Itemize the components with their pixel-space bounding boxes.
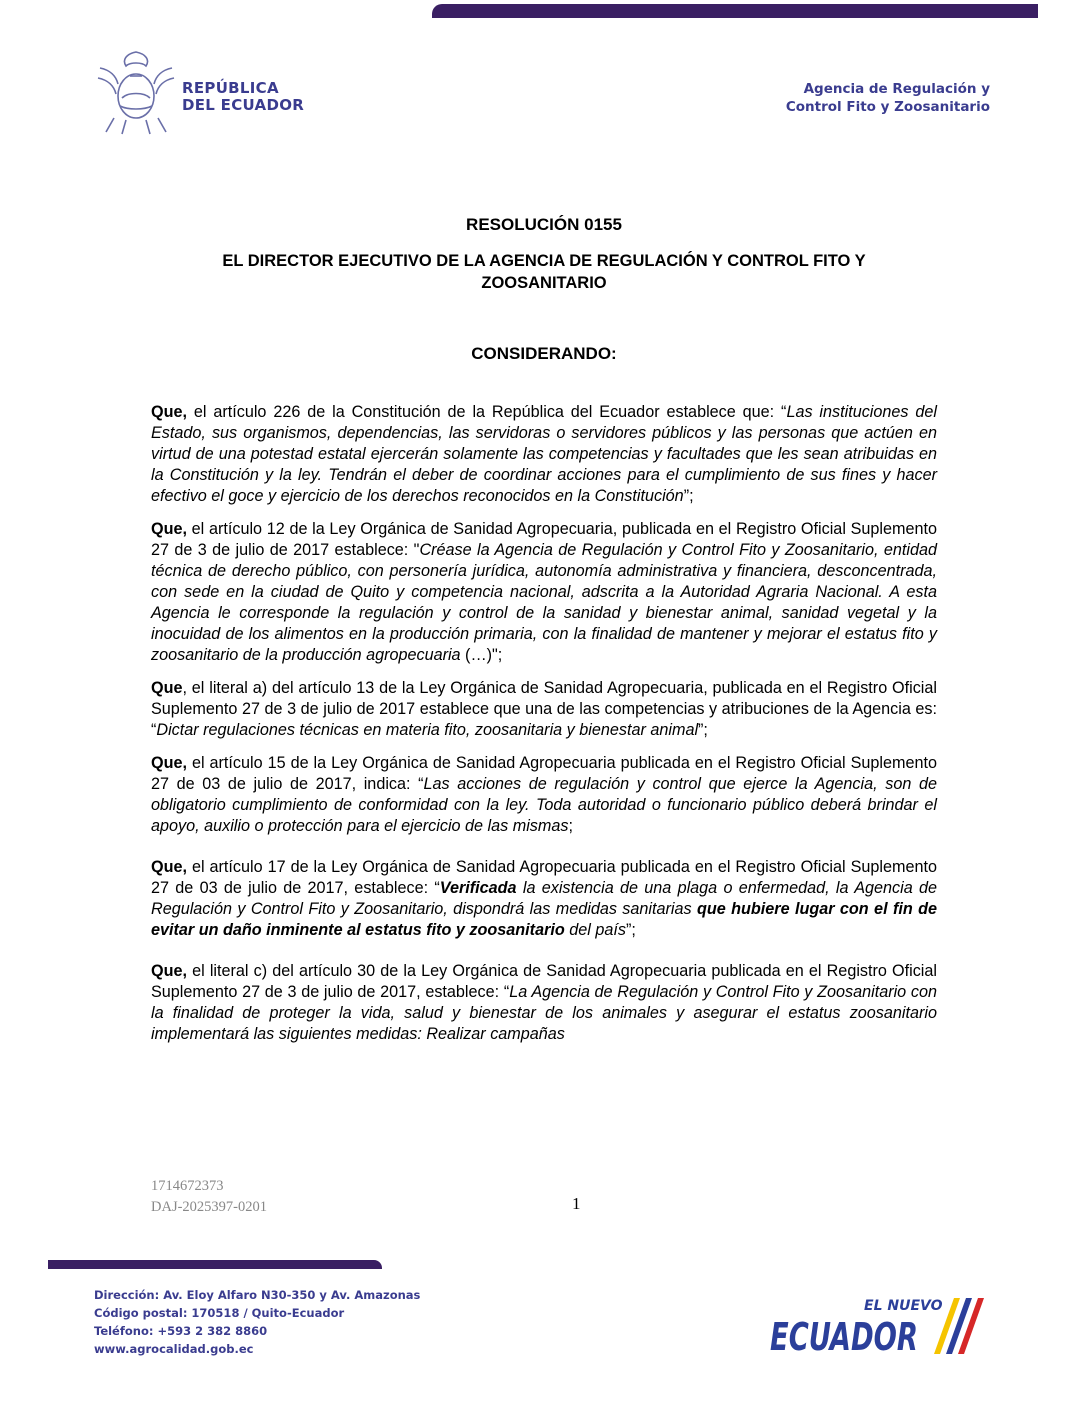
agency-line-1: Agencia de Regulación y: [803, 81, 990, 97]
paragraph-end: ”;: [625, 921, 636, 939]
paragraph-quote-bold-2: que hubiere lugar con el fin de evitar un daño inminente al estatus fito y zoosanitario: [151, 900, 937, 939]
paragraph-5: [151, 857, 937, 941]
paragraph-lead: Que,: [151, 520, 187, 538]
paragraph-lead: Que,: [151, 754, 187, 772]
paragraph-lead: Que,: [151, 962, 187, 980]
footer-contact: [94, 1286, 420, 1358]
paragraph-2: [151, 519, 937, 666]
paragraph-intro: , el literal a) del artículo 13 de la Ley Orgánica de Sanidad Agropecuaria, publicada en el Registro Oficial Suplemento 27 de 3 de julio de 2017 establece que una de las competencias y atribuciones de la Agencia es: “: [151, 679, 937, 739]
paragraph-end: ”;: [683, 487, 694, 505]
paragraph-quote: Las instituciones del Estado, sus organismos, dependencias, las servidoras o servidores públicos y las personas que actúen en virtud de una potestad estatal ejercerán solamente las competencias y facultades que les sean atribuidas en la Constitución y la ley. Tendrán el deber de coordinar acciones para el cumplimiento de sus fines y hacer efectivo el goce y ejercicio de los derechos reconocidos en la Constitución: [151, 403, 937, 505]
paragraph-4: [151, 753, 937, 837]
paragraph-end: ”;: [698, 721, 708, 739]
logo-small-text: EL NUEVO: [864, 1298, 943, 1314]
paragraph-1: [151, 402, 937, 507]
paragraph-3: [151, 678, 937, 741]
paragraph-intro: el artículo 15 de la Ley Orgánica de Sanidad Agropecuaria publicada en el Registro Oficial Suplemento 27 de 03 de julio de 2017, indica: “: [151, 754, 937, 793]
footer-accent-bar: [48, 1260, 382, 1269]
logo-big-text: ECUADOR: [770, 1315, 918, 1358]
paragraph-quote: Las acciones de regulación y control que ejerce la Agencia, son de obligatorio cumplimiento de conformidad con la ley. Toda autoridad o funcionario público deberá brindar el apoyo, auxilio o protección para el ejercicio de las mismas: [151, 775, 937, 835]
document-code-2: DAJ-2025397-0201: [151, 1199, 267, 1215]
document-code-1: 1714672373: [151, 1178, 224, 1194]
paragraph-6: [151, 961, 937, 1045]
resolution-title: RESOLUCIÓN 0155: [466, 215, 622, 234]
paragraph-intro: el artículo 226 de la Constitución de la República del Ecuador establece que: “: [186, 403, 787, 421]
paragraph-lead: Que,: [151, 403, 187, 421]
paragraph-lead: Que: [151, 679, 183, 697]
paragraph-intro: el artículo 12 de la Ley Orgánica de Sanidad Agropecuaria, publicada en el Registro Oficial Suplemento 27 de 3 de julio de 2017 establece: ": [151, 520, 937, 559]
paragraph-quote-bold: Verificada: [439, 879, 517, 897]
considering-title: CONSIDERANDO:: [471, 344, 617, 363]
document-body: [151, 402, 937, 1057]
paragraph-quote: la existencia de una plaga o enfermedad, la Agencia de Regulación y Control Fito y Zoosanitario, dispondrá las medidas sanitarias: [151, 879, 937, 918]
paragraph-intro: el artículo 17 de la Ley Orgánica de Sanidad Agropecuaria publicada en el Registro Oficial Suplemento 27 de 03 de julio de 2017, establece: “: [151, 858, 937, 897]
paragraph-quote: Dictar regulaciones técnicas en materia fito, zoosanitaria y bienestar animal: [156, 721, 699, 739]
agency-line-2: Control Fito y Zoosanitario: [785, 99, 990, 115]
republic-name: [182, 80, 304, 114]
authority-title: EL DIRECTOR EJECUTIVO DE LA AGENCIA DE REGULACIÓN Y CONTROL FITO Y ZOOSANITARIO: [222, 252, 866, 292]
footer-website: www.agrocalidad.gob.ec: [94, 1342, 254, 1356]
paragraph-end: (…)";: [460, 646, 503, 664]
paragraph-quote: Créase la Agencia de Regulación y Control Fito y Zoosanitario, entidad técnica de derecho público, con personería jurídica, autonomía administrativa y financiera, desconcentrada, con sede en la ciudad de Quito y competencia nacional, adscrita a la Autoridad Agraria Nacional. A esta Agencia le corresponde la regulación y control de la sanidad y bienestar animal, sanidad vegetal y la inocuidad de los alimentos en la producción primaria, con la finalidad de mantener y mejorar el estatus fito y zoosanitario de la producción agropecuaria: [151, 541, 937, 664]
paragraph-quote: La Agencia de Regulación y Control Fito y Zoosanitario con la finalidad de proteger la vida, salud y bienestar de los animales y asegurar el estatus zoosanitario implementará las siguientes medidas: Realizar campañas: [151, 983, 937, 1043]
paragraph-quote-2: del país: [564, 921, 626, 939]
page-number: 1: [572, 1194, 581, 1213]
footer-address: Dirección: Av. Eloy Alfaro N30-350 y Av. Amazonas: [94, 1288, 421, 1302]
coat-of-arms-icon: [96, 48, 176, 136]
republic-line-1: REPÚBLICA: [182, 79, 279, 97]
document-codes: [151, 1176, 267, 1218]
paragraph-end: ;: [568, 817, 573, 835]
republic-line-2: DEL ECUADOR: [182, 96, 305, 114]
paragraph-intro: el literal c) del artículo 30 de la Ley Orgánica de Sanidad Agropecuaria publicada en el Registro Oficial Suplemento 27 de 3 de julio de 2017, establece: “: [151, 962, 937, 1001]
footer-postal: Código postal: 170518 / Quito-Ecuador: [94, 1306, 345, 1320]
header-accent-bar: [432, 4, 1038, 18]
el-nuevo-ecuador-logo: [768, 1294, 994, 1358]
paragraph-lead: Que,: [151, 858, 187, 876]
footer-phone: Teléfono: +593 2 382 8860: [94, 1324, 268, 1338]
agency-name: [786, 80, 990, 116]
